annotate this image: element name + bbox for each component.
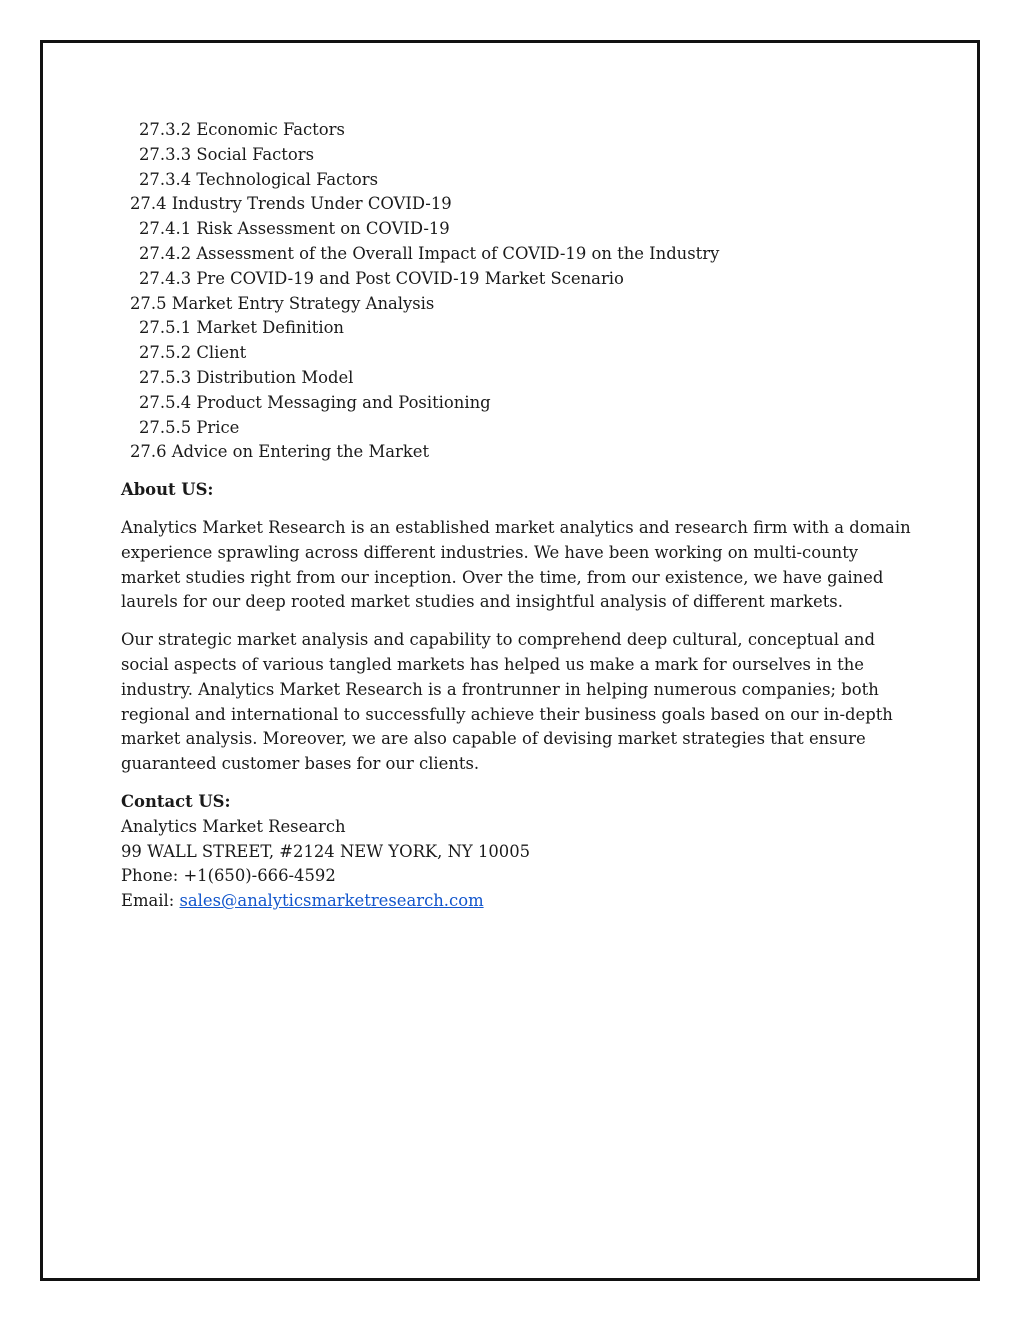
document-content bbox=[121, 118, 921, 914]
about-heading: About US: bbox=[121, 480, 214, 500]
toc-item: 27.4.2 Assessment of the Overall Impact of COVID-19 on the Industry bbox=[139, 243, 720, 263]
about-paragraph-2: Our strategic market analysis and capability to comprehend deep cultural, conceptual and social aspects of various tangled markets has helped us make a mark for ourselves in the industry. Analytics Market Research is a frontrunner in helping numerous companies; both regional and international to successfully achieve their business goals based on our in-depth market analysis. Moreover, we are also capable of devising market strategies that ensure guaranteed customer bases for our clients. bbox=[121, 630, 893, 774]
toc-item: 27.5 Market Entry Strategy Analysis bbox=[130, 293, 435, 313]
toc-item: 27.3.4 Technological Factors bbox=[139, 169, 379, 189]
toc-item: 27.6 Advice on Entering the Market bbox=[130, 442, 430, 462]
about-paragraph-1: Analytics Market Research is an established market analytics and research firm with a domain experience sprawling across different industries. We have been working on multi-county market studies right from our inception. Over the time, from our existence, we have gained laurels for our deep rooted market studies and insightful analysis of different markets. bbox=[121, 517, 911, 612]
toc-item: 27.5.1 Market Definition bbox=[139, 318, 344, 338]
contact-email-label: Email: bbox=[121, 891, 180, 911]
toc-item: 27.5.5 Price bbox=[139, 417, 240, 437]
toc-item: 27.5.3 Distribution Model bbox=[139, 367, 354, 387]
toc-item: 27.4 Industry Trends Under COVID-19 bbox=[130, 194, 452, 214]
contact-email-line bbox=[121, 889, 921, 914]
toc-item: 27.5.2 Client bbox=[139, 343, 247, 363]
email-link[interactable]: sales@analyticsmarketresearch.com bbox=[179, 891, 484, 911]
toc-item: 27.4.1 Risk Assessment on COVID-19 bbox=[139, 219, 450, 239]
contact-company: Analytics Market Research bbox=[121, 816, 346, 836]
contact-block bbox=[121, 790, 921, 914]
toc-item: 27.3.2 Economic Factors bbox=[139, 120, 345, 139]
toc-item: 27.4.3 Pre COVID-19 and Post COVID-19 Market Scenario bbox=[139, 268, 624, 288]
contact-heading: Contact US: bbox=[121, 791, 231, 811]
toc-item: 27.3.3 Social Factors bbox=[139, 144, 314, 164]
table-of-contents bbox=[121, 118, 921, 465]
contact-address: 99 WALL STREET, #2124 NEW YORK, NY 10005 bbox=[121, 841, 531, 861]
toc-item: 27.5.4 Product Messaging and Positioning bbox=[139, 392, 491, 412]
contact-phone: Phone: +1(650)-666-4592 bbox=[121, 866, 336, 886]
